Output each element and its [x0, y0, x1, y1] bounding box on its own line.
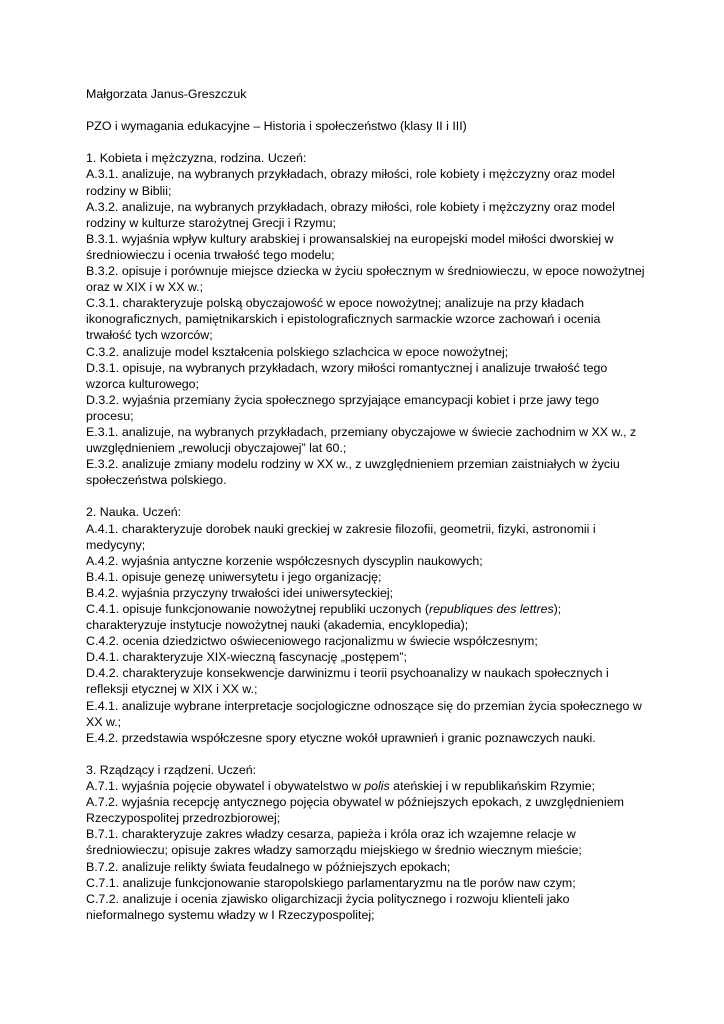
section-line: nieformalnego systemu władzy w I Rzeczypospolitej; — [86, 907, 375, 922]
section-line: E.4.1. analizuje wybrane interpretacje socjologiczne odnoszące się do przemian życia społecznego w — [86, 698, 642, 713]
section-line: D.3.1. opisuje, na wybranych przykładach, wzory miłości romantycznej i analizuje trwałość tego — [86, 360, 608, 375]
section-line: charakteryzuje instytucje nowożytnej nauki (akademia, encyklopedia); — [86, 618, 469, 633]
section-line: B.3.1. wyjaśnia wpływ kultury arabskiej i prowansalskiej na europejski model miłości dworskiej w — [86, 231, 614, 246]
section-line: wzorca kulturowego; — [86, 376, 199, 391]
section-3 — [86, 762, 646, 923]
section-line: A.7.1. wyjaśnia pojęcie obywatel i obywatelstwo w polis ateńskiej i w republikańskim Rzymie; — [86, 779, 595, 794]
section-line: trwałość tych wzorców; — [86, 328, 213, 343]
section-line: refleksji etycznej w XIX i XX w.; — [86, 682, 258, 697]
section-line: A.3.2. analizuje, na wybranych przykładach, obrazy miłości, role kobiety i mężczyzny oraz model — [86, 199, 615, 214]
section-line: C.7.1. analizuje funkcjonowanie staropolskiego parlamentaryzmu na tle porów naw czym; — [86, 875, 576, 890]
document-subtitle: PZO i wymagania edukacyjne – Historia i społeczeństwo (klasy II i III) — [86, 119, 467, 134]
section-line: średniowieczu; opisuje zakres władzy samorządu miejskiego w średnio wiecznym mieście; — [86, 843, 582, 858]
section-line: uwzględnieniem „rewolucji obyczajowej” lat 60.; — [86, 441, 347, 456]
section-line: medycyny; — [86, 537, 146, 552]
section-line: rodziny w Biblii; — [86, 183, 172, 198]
section-line: Rzeczypospolitej przedrozbiorowej; — [86, 811, 281, 826]
section-line: B.7.2. analizuje relikty świata feudalnego w późniejszych epokach; — [86, 859, 451, 874]
section-line: C.7.2. analizuje i ocenia zjawisko oligarchizacji życia politycznego i rozwoju klienteli jako — [86, 891, 570, 906]
section-line: C.4.2. ocenia dziedzictwo oświeceniowego racjonalizmu w świecie współczesnym; — [86, 634, 538, 649]
section-line: oraz w XIX i w XX w.; — [86, 280, 204, 295]
document-sections — [86, 150, 646, 923]
section-line: D.3.2. wyjaśnia przemiany życia społecznego sprzyjające emancypacji kobiet i prze jawy tego procesu; — [86, 392, 600, 423]
section-line: C.4.1. opisuje funkcjonowanie nowożytnej republiki uczonych (republiques des lettres); — [86, 602, 562, 616]
section-line: społeczeństwa polskiego. — [86, 473, 227, 488]
section-line: XX w.; — [86, 714, 122, 729]
section-line: C.3.1. charakteryzuje polską obyczajowość w epoce nowożytnej; analizuje na przy kładach — [86, 296, 584, 311]
section-line: B.3.2. opisuje i porównuje miejsce dziecka w życiu społecznym w średniowieczu, w epoce nowożytnej — [86, 264, 645, 279]
section-line: A.3.1. analizuje, na wybranych przykładach, obrazy miłości, role kobiety i mężczyzny oraz model — [86, 167, 615, 182]
section-heading: 3. Rządzący i rządzeni. Uczeń: — [86, 762, 257, 777]
section-line: A.4.2. wyjaśnia antyczne korzenie współczesnych dyscyplin naukowych; — [86, 553, 483, 568]
section-line: B.7.1. charakteryzuje zakres władzy cesarza, papieża i króla oraz ich wzajemne relacje w — [86, 827, 576, 842]
document-page — [86, 86, 646, 923]
section-line: B.4.1. opisuje genezę uniwersytetu i jego organizację; — [86, 569, 382, 584]
section-line: A.7.2. wyjaśnia recepcję antycznego pojęcia obywatel w późniejszych epokach, z uwzględnieniem — [86, 795, 624, 810]
section-line: ikonograficznych, pamiętnikarskich i epistolograficznych sarmackie wzorce zachowań i ocenia — [86, 312, 601, 327]
section-1 — [86, 150, 646, 488]
section-line: D.4.1. charakteryzuje XIX-wieczną fascynację „postępem”; — [86, 650, 407, 665]
section-line: średniowieczu i ocenia trwałość tego modelu; — [86, 247, 335, 262]
section-line: B.4.2. wyjaśnia przyczyny trwałości idei uniwersyteckiej; — [86, 585, 394, 600]
section-line: D.4.2. charakteryzuje konsekwencje darwinizmu i teorii psychoanalizy w naukach społecznych i — [86, 666, 609, 681]
section-line: A.4.1. charakteryzuje dorobek nauki greckiej w zakresie filozofii, geometrii, fizyki, astronomii i — [86, 521, 596, 536]
section-2 — [86, 504, 646, 745]
section-line: E.3.2. analizuje zmiany modelu rodziny w XX w., z uwzględnieniem przemian zaistniałych w życiu — [86, 457, 620, 472]
section-heading: 1. Kobieta i mężczyzna, rodzina. Uczeń: — [86, 151, 307, 166]
section-line: C.3.2. analizuje model kształcenia polskiego szlachcica w epoce nowożytnej; — [86, 344, 509, 359]
section-line: E.4.2. przedstawia współczesne spory etyczne wokół uprawnień i granic poznawczych nauki. — [86, 730, 596, 745]
section-line: E.3.1. analizuje, na wybranych przykładach, przemiany obyczajowe w świecie zachodnim w XX w., z — [86, 424, 637, 439]
section-line: rodziny w kulturze starożytnej Grecji i Rzymu; — [86, 215, 336, 230]
section-heading: 2. Nauka. Uczeń: — [86, 505, 182, 520]
document-author: Małgorzata Janus-Greszczuk — [86, 87, 247, 101]
